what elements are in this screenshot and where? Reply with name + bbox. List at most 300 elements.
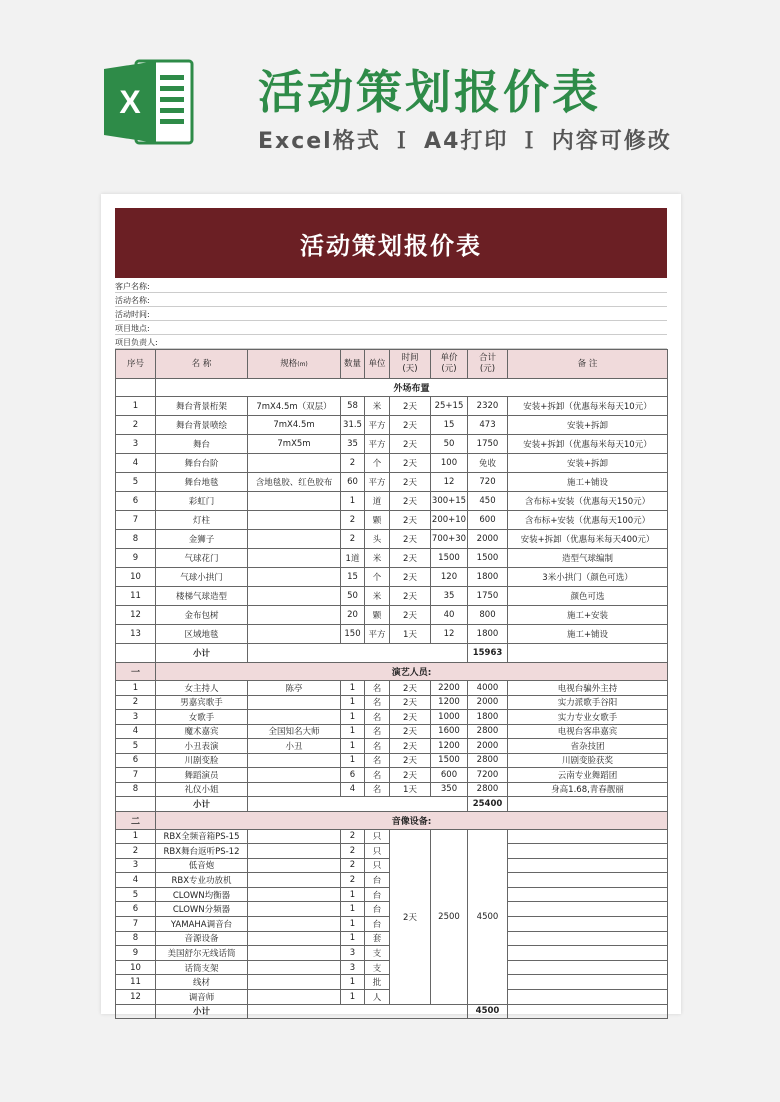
cell-name: 川剧变脸 bbox=[156, 753, 248, 768]
cell-unit: 只 bbox=[365, 829, 390, 844]
table-row bbox=[116, 710, 668, 725]
cell-name: 礼仪小姐 bbox=[156, 782, 248, 797]
cell-qty: 3 bbox=[341, 960, 365, 975]
cell-qty: 1 bbox=[341, 739, 365, 754]
col-header-time bbox=[390, 350, 431, 379]
cell-notes bbox=[508, 960, 668, 975]
col-header-price-label: 单价 bbox=[440, 353, 458, 363]
cell-notes bbox=[508, 975, 668, 990]
col-header-total-unit: (元) bbox=[479, 364, 496, 374]
cell-notes bbox=[508, 829, 668, 844]
cell-qty: 6 bbox=[341, 768, 365, 783]
table-row bbox=[116, 768, 668, 783]
cell-index: 7 bbox=[116, 511, 156, 530]
col-header-spec bbox=[248, 350, 341, 379]
cell-qty: 1 bbox=[341, 492, 365, 511]
cell-notes bbox=[508, 990, 668, 1005]
cell-name: RBX全频音箱PS-15 bbox=[156, 829, 248, 844]
cell-spec bbox=[248, 960, 341, 975]
cell-name: 舞蹈演员 bbox=[156, 768, 248, 783]
cell-price: 1500 bbox=[431, 753, 468, 768]
cell-total: 2000 bbox=[468, 530, 508, 549]
cell-days: 2天 bbox=[390, 710, 431, 725]
page-title: 活动策划报价表 bbox=[258, 65, 601, 119]
cell-name: 彩虹门 bbox=[156, 492, 248, 511]
cell-notes: 造型气球编制 bbox=[508, 549, 668, 568]
cell-spec bbox=[248, 782, 341, 797]
cell-spec bbox=[248, 511, 341, 530]
col-header-time-unit: (天) bbox=[402, 364, 418, 374]
section-title: 外场布置 bbox=[156, 379, 668, 397]
cell-price: 1000 bbox=[431, 710, 468, 725]
cell-qty: 50 bbox=[341, 587, 365, 606]
cell-notes bbox=[508, 873, 668, 888]
cell-notes bbox=[508, 917, 668, 932]
cell-total: 800 bbox=[468, 606, 508, 625]
cell-spec bbox=[248, 492, 341, 511]
info-event-name: 活动名称: bbox=[115, 294, 667, 307]
cell-unit: 只 bbox=[365, 858, 390, 873]
cell-spec bbox=[248, 990, 341, 1005]
col-header-qty: 数量 bbox=[341, 350, 365, 379]
cell-days: 2天 bbox=[390, 511, 431, 530]
cell-price: 600 bbox=[431, 768, 468, 783]
cell-index: 11 bbox=[116, 587, 156, 606]
cell-index: 7 bbox=[116, 768, 156, 783]
cell-index: 9 bbox=[116, 549, 156, 568]
cell-total: 4000 bbox=[468, 681, 508, 696]
cell-index: 2 bbox=[116, 416, 156, 435]
cell-name: 女歌手 bbox=[156, 710, 248, 725]
cell-index: 4 bbox=[116, 873, 156, 888]
cell-price: 2200 bbox=[431, 681, 468, 696]
cell-days: 2天 bbox=[390, 695, 431, 710]
cell-index: 6 bbox=[116, 902, 156, 917]
cell-qty: 4 bbox=[341, 782, 365, 797]
cell-name: 男嘉宾歌手 bbox=[156, 695, 248, 710]
cell-total: 1800 bbox=[468, 625, 508, 644]
cell-days: 2天 bbox=[390, 753, 431, 768]
cell-price-merged: 2500 bbox=[431, 829, 468, 1004]
cell-unit: 平方 bbox=[365, 625, 390, 644]
cell-price: 50 bbox=[431, 435, 468, 454]
cell-name: 舞台背景桁架 bbox=[156, 397, 248, 416]
table-row bbox=[116, 549, 668, 568]
cell-spec: 7mX5m bbox=[248, 435, 341, 454]
cell-unit: 个 bbox=[365, 568, 390, 587]
cell-notes: 实力派歌手谷阳 bbox=[508, 695, 668, 710]
cell-days: 2天 bbox=[390, 397, 431, 416]
table-row bbox=[116, 587, 668, 606]
cell-name: 低音炮 bbox=[156, 858, 248, 873]
cell-total: 2320 bbox=[468, 397, 508, 416]
cell-price: 700+30 bbox=[431, 530, 468, 549]
cell-total: 1500 bbox=[468, 549, 508, 568]
cell-price: 15 bbox=[431, 416, 468, 435]
table-row bbox=[116, 492, 668, 511]
cell-notes bbox=[508, 844, 668, 859]
cell-qty: 35 bbox=[341, 435, 365, 454]
cell-total: 2000 bbox=[468, 739, 508, 754]
cell-notes: 3米小拱门（颜色可选） bbox=[508, 568, 668, 587]
col-header-time-label: 时间 bbox=[401, 353, 419, 363]
cell-spec bbox=[248, 829, 341, 844]
cell-index: 5 bbox=[116, 739, 156, 754]
cell-notes: 云南专业舞蹈团 bbox=[508, 768, 668, 783]
cell-qty: 1 bbox=[341, 724, 365, 739]
subtotal-row bbox=[116, 797, 668, 812]
cell-price: 40 bbox=[431, 606, 468, 625]
cell-index: 8 bbox=[116, 530, 156, 549]
cell-price: 200+10 bbox=[431, 511, 468, 530]
cell-unit: 台 bbox=[365, 902, 390, 917]
cell-notes bbox=[508, 931, 668, 946]
cell-total-merged: 4500 bbox=[468, 829, 508, 1004]
cell-unit: 名 bbox=[365, 710, 390, 725]
col-header-spec-unit: (m) bbox=[297, 360, 308, 368]
cell-total: 2800 bbox=[468, 753, 508, 768]
cell-spec bbox=[248, 873, 341, 888]
subtotal-label: 小计 bbox=[156, 1004, 248, 1019]
col-header-index: 序号 bbox=[116, 350, 156, 379]
col-header-spec-label: 规格 bbox=[280, 358, 298, 369]
cell-spec bbox=[248, 587, 341, 606]
cell-qty: 15 bbox=[341, 568, 365, 587]
cell-name: 舞台 bbox=[156, 435, 248, 454]
excel-x-icon bbox=[102, 55, 196, 149]
cell-unit: 米 bbox=[365, 397, 390, 416]
cell-days: 2天 bbox=[390, 568, 431, 587]
section-title: 音像设备: bbox=[156, 811, 668, 829]
cell-index: 3 bbox=[116, 435, 156, 454]
cell-qty: 2 bbox=[341, 454, 365, 473]
cell-index: 12 bbox=[116, 606, 156, 625]
col-header-price-unit: (元) bbox=[441, 364, 457, 374]
cell-spec bbox=[248, 902, 341, 917]
cell-total: 2800 bbox=[468, 782, 508, 797]
cell-index: 1 bbox=[116, 397, 156, 416]
table-row bbox=[116, 606, 668, 625]
cell-index: 8 bbox=[116, 931, 156, 946]
cell-notes: 含布标+安装（优惠每天100元） bbox=[508, 511, 668, 530]
cell-name: 金布包树 bbox=[156, 606, 248, 625]
cell-name: 舞台地毯 bbox=[156, 473, 248, 492]
cell-name: 魔术嘉宾 bbox=[156, 724, 248, 739]
cell-unit: 颗 bbox=[365, 511, 390, 530]
quote-table bbox=[115, 349, 668, 1019]
cell-total: 473 bbox=[468, 416, 508, 435]
cell-price: 1200 bbox=[431, 739, 468, 754]
cell-name: 话筒支架 bbox=[156, 960, 248, 975]
cell-price: 120 bbox=[431, 568, 468, 587]
table-row bbox=[116, 416, 668, 435]
cell-index: 1 bbox=[116, 829, 156, 844]
cell-name: 音源设备 bbox=[156, 931, 248, 946]
table-row bbox=[116, 511, 668, 530]
cell-notes: 颜色可选 bbox=[508, 587, 668, 606]
cell-name: 女主持人 bbox=[156, 681, 248, 696]
cell-notes: 安装+拆卸 bbox=[508, 416, 668, 435]
subtotal-row bbox=[116, 644, 668, 663]
cell-notes: 含布标+安装（优惠每天150元） bbox=[508, 492, 668, 511]
cell-name: YAMAHA调音台 bbox=[156, 917, 248, 932]
cell-unit: 米 bbox=[365, 587, 390, 606]
cell-spec: 全国知名大师 bbox=[248, 724, 341, 739]
cell-spec bbox=[248, 625, 341, 644]
cell-qty: 1 bbox=[341, 695, 365, 710]
cell-notes: 安装+拆卸 bbox=[508, 454, 668, 473]
cell-total: 2800 bbox=[468, 724, 508, 739]
cell-notes: 安装+拆卸（优惠每米每天10元） bbox=[508, 435, 668, 454]
table-row bbox=[116, 753, 668, 768]
cell-unit: 名 bbox=[365, 724, 390, 739]
cell-index: 7 bbox=[116, 917, 156, 932]
cell-spec bbox=[248, 975, 341, 990]
cell-total: 1800 bbox=[468, 568, 508, 587]
cell-notes: 省杂技团 bbox=[508, 739, 668, 754]
table-row bbox=[116, 695, 668, 710]
table-header-row bbox=[116, 350, 668, 379]
cell-total: 2000 bbox=[468, 695, 508, 710]
cell-unit: 批 bbox=[365, 975, 390, 990]
cell-unit: 名 bbox=[365, 768, 390, 783]
cell-qty: 20 bbox=[341, 606, 365, 625]
cell-name: 区域地毯 bbox=[156, 625, 248, 644]
cell-total: 1750 bbox=[468, 435, 508, 454]
cell-qty: 2 bbox=[341, 530, 365, 549]
cell-index: 2 bbox=[116, 844, 156, 859]
cell-days: 2天 bbox=[390, 454, 431, 473]
cell-days-merged: 2天 bbox=[390, 829, 431, 1004]
cell-total: 600 bbox=[468, 511, 508, 530]
subtotal-row bbox=[116, 1004, 668, 1019]
cell-name: 舞台背景喷绘 bbox=[156, 416, 248, 435]
cell-total: 1800 bbox=[468, 710, 508, 725]
table-row bbox=[116, 530, 668, 549]
cell-index: 5 bbox=[116, 887, 156, 902]
table-row bbox=[116, 625, 668, 644]
cell-name: RBX专业功放机 bbox=[156, 873, 248, 888]
cell-days: 2天 bbox=[390, 416, 431, 435]
cell-spec bbox=[248, 858, 341, 873]
cell-price: 100 bbox=[431, 454, 468, 473]
col-header-unit: 单位 bbox=[365, 350, 390, 379]
cell-days: 2天 bbox=[390, 587, 431, 606]
col-header-notes: 备 注 bbox=[508, 350, 668, 379]
page-header bbox=[0, 0, 780, 200]
cell-unit: 头 bbox=[365, 530, 390, 549]
cell-unit: 只 bbox=[365, 844, 390, 859]
subtotal-value: 4500 bbox=[468, 1004, 508, 1019]
cell-days: 2天 bbox=[390, 549, 431, 568]
section-header-row bbox=[116, 663, 668, 681]
col-header-total bbox=[468, 350, 508, 379]
cell-name: 灯柱 bbox=[156, 511, 248, 530]
cell-qty: 1 bbox=[341, 917, 365, 932]
cell-name: 调音师 bbox=[156, 990, 248, 1005]
cell-qty: 1 bbox=[341, 887, 365, 902]
cell-days: 1天 bbox=[390, 625, 431, 644]
cell-unit: 套 bbox=[365, 931, 390, 946]
cell-qty: 1 bbox=[341, 710, 365, 725]
cell-index: 3 bbox=[116, 858, 156, 873]
cell-notes: 施工+铺设 bbox=[508, 625, 668, 644]
cell-unit: 米 bbox=[365, 549, 390, 568]
cell-total: 免收 bbox=[468, 454, 508, 473]
section-index: 一 bbox=[116, 663, 156, 681]
cell-qty: 2 bbox=[341, 829, 365, 844]
cell-notes bbox=[508, 902, 668, 917]
cell-notes: 安装+拆卸（优惠每米每天10元） bbox=[508, 397, 668, 416]
section-index bbox=[116, 379, 156, 397]
table-row bbox=[116, 739, 668, 754]
cell-days: 1天 bbox=[390, 782, 431, 797]
cell-index: 11 bbox=[116, 975, 156, 990]
cell-index: 13 bbox=[116, 625, 156, 644]
cell-index: 12 bbox=[116, 990, 156, 1005]
section2-rows bbox=[116, 681, 668, 797]
section3-rows bbox=[116, 829, 668, 1004]
spreadsheet-page bbox=[101, 194, 681, 1018]
cell-days: 2天 bbox=[390, 681, 431, 696]
table-row bbox=[116, 724, 668, 739]
cell-index: 2 bbox=[116, 695, 156, 710]
col-header-name: 名 称 bbox=[156, 350, 248, 379]
cell-qty: 2 bbox=[341, 873, 365, 888]
cell-spec: 小丑 bbox=[248, 739, 341, 754]
cell-notes: 施工+安装 bbox=[508, 606, 668, 625]
cell-spec bbox=[248, 753, 341, 768]
cell-name: 小丑表演 bbox=[156, 739, 248, 754]
cell-spec bbox=[248, 606, 341, 625]
cell-notes bbox=[508, 946, 668, 961]
cell-unit: 支 bbox=[365, 960, 390, 975]
cell-unit: 人 bbox=[365, 990, 390, 1005]
cell-qty: 1 bbox=[341, 990, 365, 1005]
cell-total: 7200 bbox=[468, 768, 508, 783]
cell-spec: 含地毯胶、红色胶布 bbox=[248, 473, 341, 492]
cell-notes: 身高1.68,青春靓丽 bbox=[508, 782, 668, 797]
cell-notes bbox=[508, 858, 668, 873]
cell-name: 线材 bbox=[156, 975, 248, 990]
cell-spec bbox=[248, 454, 341, 473]
cell-index: 3 bbox=[116, 710, 156, 725]
section1-rows bbox=[116, 397, 668, 644]
table-row bbox=[116, 782, 668, 797]
cell-unit: 台 bbox=[365, 917, 390, 932]
cell-spec bbox=[248, 568, 341, 587]
cell-price: 35 bbox=[431, 587, 468, 606]
cell-notes bbox=[508, 887, 668, 902]
cell-unit: 名 bbox=[365, 681, 390, 696]
cell-notes: 电视台骗外主持 bbox=[508, 681, 668, 696]
subtotal-label: 小计 bbox=[156, 644, 248, 663]
cell-index: 6 bbox=[116, 492, 156, 511]
cell-days: 2天 bbox=[390, 435, 431, 454]
cell-price: 1200 bbox=[431, 695, 468, 710]
cell-days: 2天 bbox=[390, 530, 431, 549]
cell-unit: 名 bbox=[365, 753, 390, 768]
cell-name: 舞台台阶 bbox=[156, 454, 248, 473]
cell-name: RBX舞台返听PS-12 bbox=[156, 844, 248, 859]
table-row bbox=[116, 568, 668, 587]
cell-name: 美国舒尔无线话筒 bbox=[156, 946, 248, 961]
cell-notes: 电视台客串嘉宾 bbox=[508, 724, 668, 739]
cell-spec: 7mX4.5m bbox=[248, 416, 341, 435]
cell-name: 楼梯气球造型 bbox=[156, 587, 248, 606]
cell-name: 气球花门 bbox=[156, 549, 248, 568]
cell-qty: 2 bbox=[341, 511, 365, 530]
cell-name: 金狮子 bbox=[156, 530, 248, 549]
sheet-banner: 活动策划报价表 bbox=[115, 208, 667, 278]
cell-days: 2天 bbox=[390, 473, 431, 492]
cell-index: 4 bbox=[116, 454, 156, 473]
info-location: 项目地点: bbox=[115, 322, 667, 335]
cell-total: 450 bbox=[468, 492, 508, 511]
icon-letter: X bbox=[119, 84, 141, 120]
section-index: 二 bbox=[116, 811, 156, 829]
cell-notes: 安装+拆卸（优惠每米每天400元） bbox=[508, 530, 668, 549]
cell-name: CLOWN分频器 bbox=[156, 902, 248, 917]
cell-total: 720 bbox=[468, 473, 508, 492]
cell-index: 9 bbox=[116, 946, 156, 961]
col-header-total-label: 合计 bbox=[478, 353, 496, 363]
cell-unit: 个 bbox=[365, 454, 390, 473]
cell-total: 1750 bbox=[468, 587, 508, 606]
cell-index: 8 bbox=[116, 782, 156, 797]
cell-price: 12 bbox=[431, 473, 468, 492]
cell-spec bbox=[248, 549, 341, 568]
cell-days: 2天 bbox=[390, 739, 431, 754]
cell-qty: 2 bbox=[341, 844, 365, 859]
section-title: 演艺人员: bbox=[156, 663, 668, 681]
cell-notes: 实力专业女歌手 bbox=[508, 710, 668, 725]
info-event-time: 活动时间: bbox=[115, 308, 667, 321]
cell-index: 6 bbox=[116, 753, 156, 768]
subtotal-value: 25400 bbox=[468, 797, 508, 812]
cell-qty: 1道 bbox=[341, 549, 365, 568]
table-row bbox=[116, 829, 668, 844]
table-row bbox=[116, 397, 668, 416]
cell-notes: 川剧变脸获奖 bbox=[508, 753, 668, 768]
cell-qty: 60 bbox=[341, 473, 365, 492]
cell-spec: 陈亭 bbox=[248, 681, 341, 696]
cell-days: 2天 bbox=[390, 606, 431, 625]
cell-spec bbox=[248, 695, 341, 710]
col-header-price bbox=[431, 350, 468, 379]
cell-notes: 施工+铺设 bbox=[508, 473, 668, 492]
cell-qty: 1 bbox=[341, 681, 365, 696]
cell-unit: 支 bbox=[365, 946, 390, 961]
cell-index: 10 bbox=[116, 960, 156, 975]
cell-index: 10 bbox=[116, 568, 156, 587]
cell-spec bbox=[248, 710, 341, 725]
cell-days: 2天 bbox=[390, 724, 431, 739]
cell-unit: 平方 bbox=[365, 416, 390, 435]
cell-spec bbox=[248, 887, 341, 902]
cell-index: 4 bbox=[116, 724, 156, 739]
cell-price: 300+15 bbox=[431, 492, 468, 511]
cell-unit: 名 bbox=[365, 739, 390, 754]
cell-spec bbox=[248, 844, 341, 859]
cell-qty: 58 bbox=[341, 397, 365, 416]
cell-spec bbox=[248, 946, 341, 961]
cell-spec: 7mX4.5m（双层） bbox=[248, 397, 341, 416]
cell-price: 1600 bbox=[431, 724, 468, 739]
cell-qty: 2 bbox=[341, 858, 365, 873]
table-row bbox=[116, 473, 668, 492]
cell-price: 12 bbox=[431, 625, 468, 644]
